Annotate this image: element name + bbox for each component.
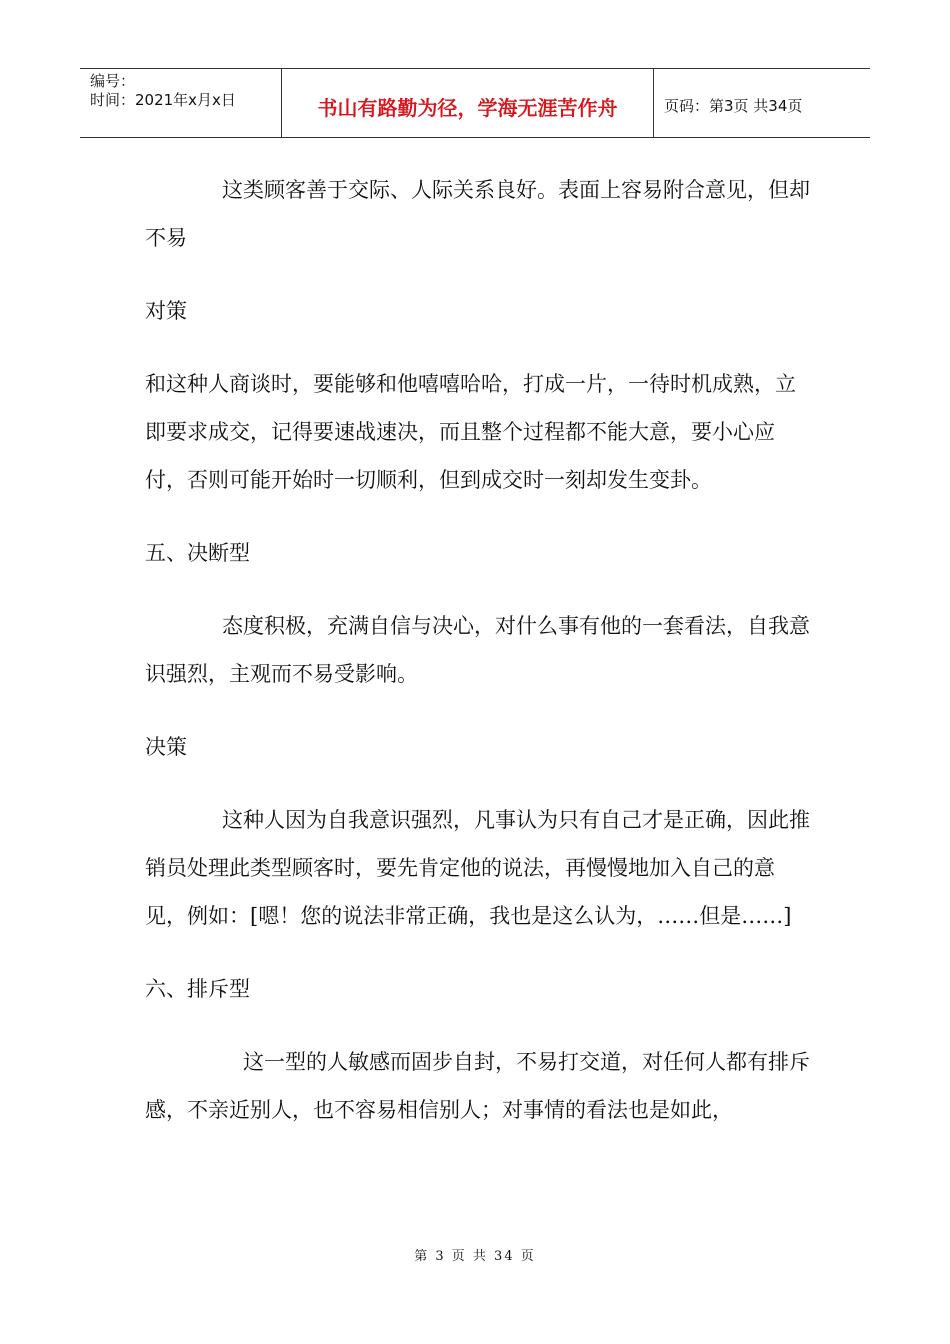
paragraph-5: 态度积极，充满自信与决心，对什么事有他的一套看法，自我意识强烈，主观而不易受影响。 (145, 614, 810, 686)
heading-decision: 决策 (145, 735, 187, 759)
paragraph-7: 这种人因为自我意识强烈，凡事认为只有自己才是正确，因此推销员处理此类型顾客时，要先肯定他的说法，再慢慢地加入自己的意见，例如：[嗯！您的说法非常正确，我也是这么认为，……但是……] (145, 808, 810, 928)
heading-exclusive-type: 六、排斥型 (145, 977, 250, 1001)
time-label: 时间：2021年x月x日 (90, 91, 236, 109)
heading-decisive-type: 五、决断型 (145, 541, 250, 565)
page-footer: 第 3 页 共 34 页 (414, 1249, 536, 1264)
heading-countermeasure: 对策 (145, 299, 187, 323)
header-meta-cell (80, 69, 282, 137)
document-header (80, 68, 870, 138)
paragraph-3: 和这种人商谈时，要能够和他嘻嘻哈哈，打成一片，一待时机成熟，立即要求成交，记得要速战速决，而且整个过程都不能大意，要小心应付，否则可能开始时一切顺利，但到成交时一刻却发生变卦。 (145, 372, 796, 492)
header-motto: 书山有路勤为径，学海无涯苦作舟 (282, 69, 654, 137)
header-page-info: 页码：第3页 共34页 (664, 96, 803, 115)
paragraph-9: 这一型的人敏感而固步自封，不易打交道，对任何人都有排斥感，不亲近别人，也不容易相信别人；对事情的看法也是如此， (145, 1050, 810, 1122)
paragraph-1: 这类顾客善于交际、人际关系良好。表面上容易附合意见，但却不易 (145, 178, 810, 250)
serial-label: 编号： (90, 72, 136, 90)
document-body (145, 166, 810, 1134)
